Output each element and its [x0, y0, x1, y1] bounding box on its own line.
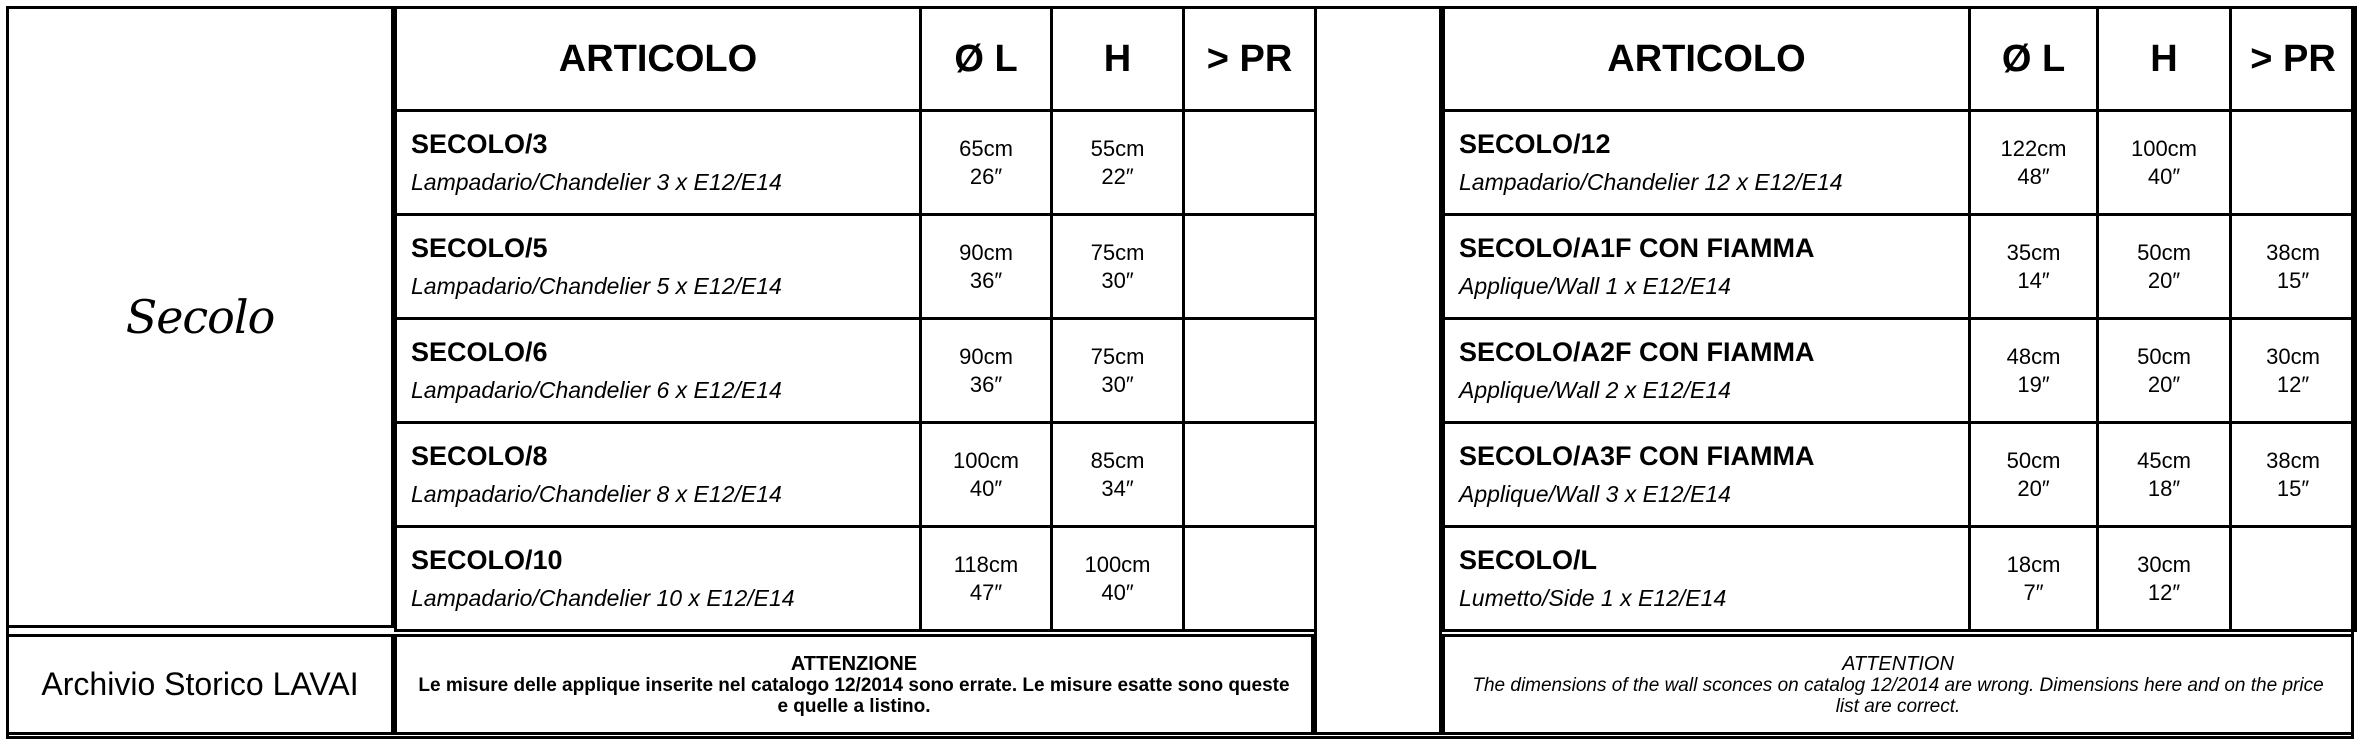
height-cell	[1052, 215, 1184, 319]
height-in: 22″	[1101, 163, 1134, 189]
projection-cm: 38cm	[2266, 447, 2320, 473]
diameter-cell	[1970, 527, 2098, 631]
height-cm: 75cm	[1090, 343, 1145, 369]
header-projection: > PR	[1184, 8, 1316, 111]
diameter-cell	[921, 319, 1052, 423]
diameter-cell	[921, 111, 1052, 215]
diameter-cm: 90cm	[959, 239, 1013, 265]
archive-label-cell	[6, 634, 394, 735]
diameter-cm: 118cm	[953, 551, 1019, 577]
brand-logo-cell	[6, 6, 394, 628]
header-article: ARTICOLO	[396, 8, 921, 111]
header-diameter: Ø L	[1970, 8, 2098, 111]
secolo-script-logo: Secolo	[125, 290, 275, 344]
article-cell	[396, 423, 921, 527]
article-code: SECOLO/L	[1459, 544, 1598, 575]
diameter-cell	[921, 215, 1052, 319]
archive-label: Archivio Storico LAVAI	[41, 666, 359, 702]
article-description: Lampadario/Chandelier 8 x E12/E14	[411, 480, 782, 507]
diameter-cm: 18cm	[2006, 551, 2061, 577]
height-cm: 100cm	[1084, 551, 1151, 577]
height-cell	[1052, 319, 1184, 423]
diameter-in: 48″	[2017, 163, 2050, 189]
height-cm: 100cm	[2130, 135, 2198, 161]
height-cell	[2098, 111, 2231, 215]
projection-cell	[2231, 423, 2356, 527]
article-code: SECOLO/3	[411, 128, 548, 159]
projection-cell	[1184, 423, 1316, 527]
table-row	[1444, 527, 2356, 631]
article-cell	[396, 319, 921, 423]
article-description: Lampadario/Chandelier 6 x E12/E14	[411, 376, 782, 403]
diameter-cm: 35cm	[2006, 239, 2061, 265]
height-cm: 50cm	[2137, 343, 2191, 369]
height-cm: 50cm	[2137, 239, 2191, 265]
table-row	[1444, 423, 2356, 527]
diameter-cell	[921, 527, 1052, 631]
diameter-in: 7″	[2023, 579, 2044, 605]
height-cell	[2098, 423, 2231, 527]
notice-title: ATTENTION	[1842, 652, 1954, 675]
table-row	[396, 423, 1316, 527]
article-description: Lampadario/Chandelier 10 x E12/E14	[411, 584, 795, 611]
article-cell	[396, 527, 921, 631]
header-diameter: Ø L	[921, 8, 1052, 111]
projection-in: 12″	[2276, 371, 2310, 397]
height-cell	[2098, 215, 2231, 319]
header-height: H	[2098, 8, 2231, 111]
projection-cell	[1184, 111, 1316, 215]
height-in: 20″	[2147, 267, 2181, 293]
height-in: 12″	[2147, 579, 2181, 605]
height-cell	[1052, 527, 1184, 631]
height-cm: 45cm	[2137, 447, 2191, 473]
height-cell	[1052, 423, 1184, 527]
diameter-cm: 48cm	[2006, 343, 2061, 369]
diameter-cm: 90cm	[959, 343, 1013, 369]
diameter-cm: 50cm	[2006, 447, 2061, 473]
table-row	[1444, 215, 2356, 319]
notice-text: The dimensions of the wall sconces on catalog 12/2014 are wrong. Dimensions here and on the price list are correct.	[1472, 674, 2324, 717]
projection-cell	[1184, 319, 1316, 423]
projection-cell	[2231, 215, 2356, 319]
article-code: SECOLO/12	[1459, 128, 1611, 159]
article-code: SECOLO/5	[411, 232, 548, 263]
notice-italian	[394, 634, 1314, 735]
diameter-in: 14″	[2017, 267, 2050, 293]
article-code: SECOLO/8	[411, 440, 548, 471]
header-height: H	[1052, 8, 1184, 111]
article-description: Applique/Wall 2 x E12/E14	[1459, 376, 1731, 403]
projection-cell	[2231, 111, 2356, 215]
notice-text: Le misure delle applique inserite nel catalogo 12/2014 sono errate. Le misure esatte sono queste e quelle a listino.	[418, 674, 1290, 717]
article-description: Applique/Wall 3 x E12/E14	[1459, 480, 1731, 507]
diameter-cell	[1970, 111, 2098, 215]
projection-cell	[1184, 527, 1316, 631]
diameter-in: 47″	[969, 579, 1003, 605]
article-code: SECOLO/10	[411, 544, 563, 575]
diameter-cm: 65cm	[959, 135, 1013, 161]
article-description: Lampadario/Chandelier 5 x E12/E14	[411, 272, 782, 299]
header-article: ARTICOLO	[1444, 8, 1970, 111]
diameter-in: 26″	[969, 163, 1003, 189]
height-in: 20″	[2147, 371, 2181, 397]
article-code: SECOLO/A2F CON FIAMMA	[1459, 336, 1815, 367]
article-cell	[1444, 111, 1970, 215]
height-cell	[2098, 319, 2231, 423]
article-cell	[1444, 527, 1970, 631]
table-row	[396, 215, 1316, 319]
article-description: Lumetto/Side 1 x E12/E14	[1459, 584, 1727, 611]
article-cell	[1444, 423, 1970, 527]
diameter-in: 36″	[969, 267, 1003, 293]
notice-title: ATTENZIONE	[790, 652, 918, 675]
projection-cell	[2231, 527, 2356, 631]
height-in: 34″	[1101, 475, 1134, 501]
height-cm: 85cm	[1090, 447, 1145, 473]
height-in: 40″	[1101, 579, 1134, 605]
diameter-in: 40″	[969, 475, 1003, 501]
diameter-cm: 100cm	[952, 447, 1020, 473]
height-in: 18″	[2147, 475, 2181, 501]
article-cell	[396, 111, 921, 215]
diameter-cell	[1970, 215, 2098, 319]
projection-in: 15″	[2276, 267, 2310, 293]
table-row	[1444, 111, 2356, 215]
diameter-cell	[1970, 319, 2098, 423]
article-description: Applique/Wall 1 x E12/E14	[1459, 272, 1731, 299]
height-cm: 75cm	[1090, 239, 1145, 265]
left-spec-table	[394, 6, 1317, 632]
header-projection: > PR	[2231, 8, 2356, 111]
article-description: Lampadario/Chandelier 3 x E12/E14	[411, 168, 782, 195]
projection-cm: 38cm	[2266, 239, 2320, 265]
diameter-in: 20″	[2017, 475, 2050, 501]
height-in: 40″	[2147, 163, 2181, 189]
right-spec-table	[1442, 6, 2357, 632]
article-code: SECOLO/A1F CON FIAMMA	[1459, 232, 1815, 263]
article-cell	[1444, 319, 1970, 423]
table-separator-cell	[1314, 6, 1442, 735]
diameter-cell	[921, 423, 1052, 527]
article-code: SECOLO/A3F CON FIAMMA	[1459, 440, 1815, 471]
article-cell	[1444, 215, 1970, 319]
height-cm: 55cm	[1090, 135, 1145, 161]
diameter-in: 36″	[969, 371, 1003, 397]
diameter-in: 19″	[2017, 371, 2050, 397]
table-header-row	[396, 8, 1316, 111]
table-row	[396, 527, 1316, 631]
notice-english	[1442, 634, 2354, 735]
height-cm: 30cm	[2137, 551, 2191, 577]
table-row	[1444, 319, 2356, 423]
table-row	[396, 111, 1316, 215]
article-cell	[396, 215, 921, 319]
diameter-cell	[1970, 423, 2098, 527]
height-cell	[2098, 527, 2231, 631]
diameter-cm: 122cm	[2000, 135, 2067, 161]
table-header-row	[1444, 8, 2356, 111]
projection-cm: 30cm	[2266, 343, 2320, 369]
height-in: 30″	[1101, 267, 1134, 293]
height-in: 30″	[1101, 371, 1134, 397]
article-code: SECOLO/6	[411, 336, 548, 367]
projection-cell	[1184, 215, 1316, 319]
article-description: Lampadario/Chandelier 12 x E12/E14	[1459, 168, 1843, 195]
projection-in: 15″	[2276, 475, 2310, 501]
table-row	[396, 319, 1316, 423]
projection-cell	[2231, 319, 2356, 423]
height-cell	[1052, 111, 1184, 215]
